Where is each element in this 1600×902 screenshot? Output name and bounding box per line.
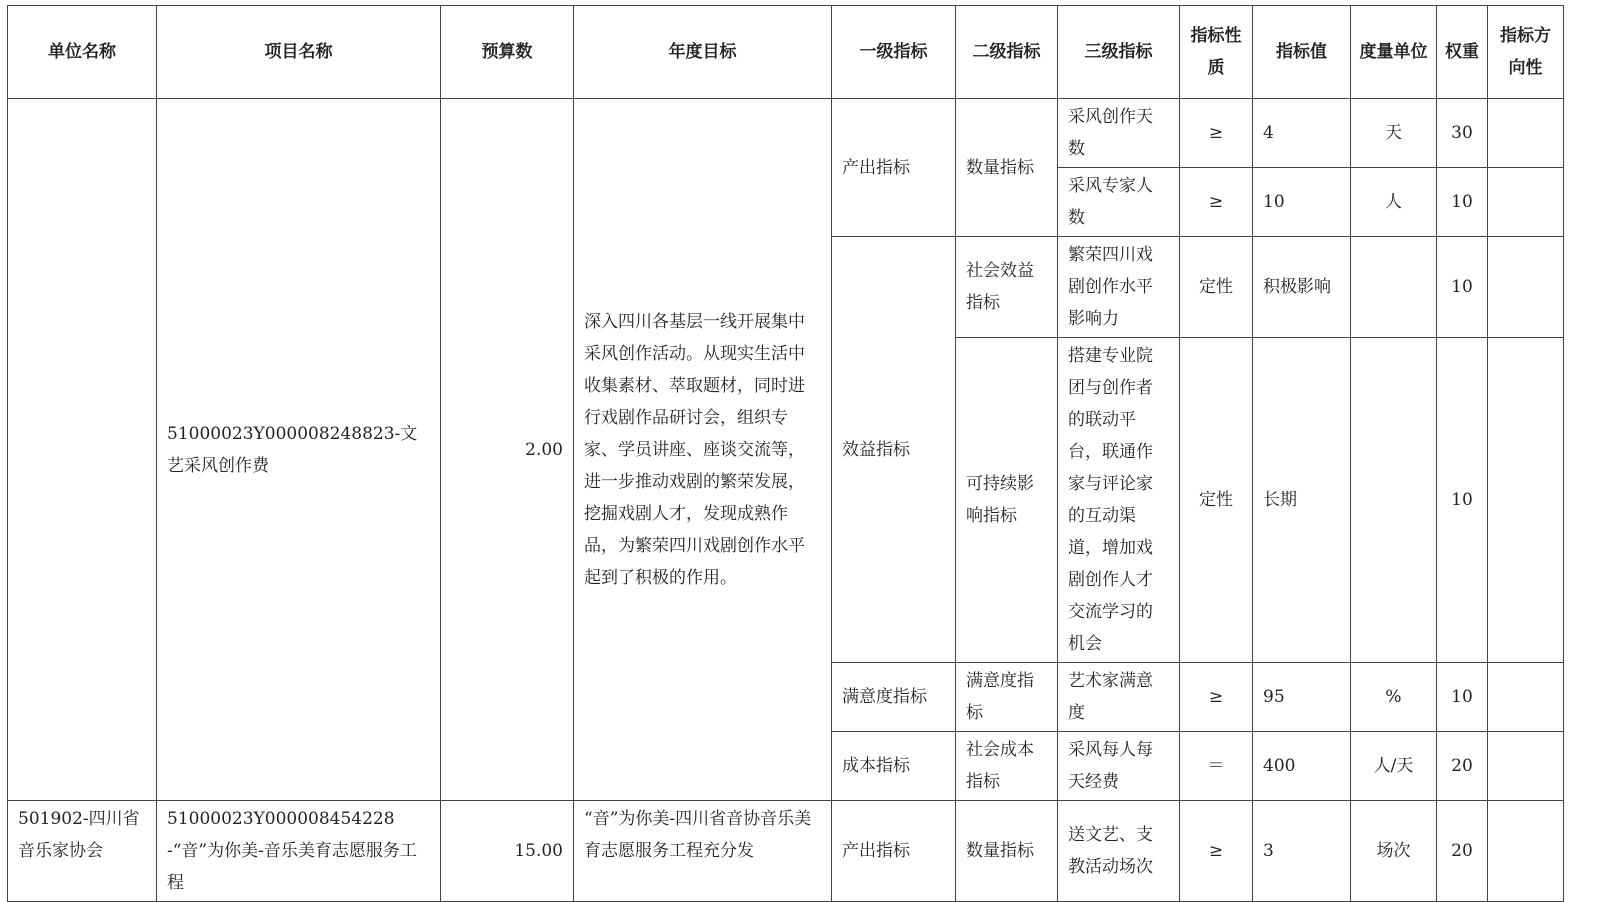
- table-row: [8, 801, 1564, 902]
- level1-cell: 成本指标: [832, 732, 956, 801]
- weight-cell: 30: [1437, 99, 1488, 168]
- value-cell: 4: [1253, 99, 1351, 168]
- weight-cell: 20: [1437, 801, 1488, 902]
- direction-cell: [1488, 237, 1564, 338]
- nature-cell: 定性: [1180, 338, 1253, 663]
- budget-cell: 2.00: [441, 99, 574, 801]
- header-indicator-value: 指标值: [1253, 6, 1351, 99]
- level1-cell: 产出指标: [832, 801, 956, 902]
- header-weight: 权重: [1437, 6, 1488, 99]
- direction-cell: [1488, 801, 1564, 902]
- header-budget: 预算数: [441, 6, 574, 99]
- level2-cell: 社会效益指标: [956, 237, 1058, 338]
- header-level1-indicator: 一级指标: [832, 6, 956, 99]
- measure-cell: 人: [1351, 168, 1437, 237]
- header-indicator-nature: 指标性质: [1180, 6, 1253, 99]
- nature-cell: ≥: [1180, 99, 1253, 168]
- table-row: [8, 99, 1564, 168]
- header-measure-unit: 度量单位: [1351, 6, 1437, 99]
- annual-goal-cell: “音”为你美-四川省音协音乐美育志愿服务工程充分发: [574, 801, 832, 902]
- level1-cell: 满意度指标: [832, 663, 956, 732]
- nature-cell: 定性: [1180, 237, 1253, 338]
- nature-cell: ≥: [1180, 168, 1253, 237]
- value-cell: 95: [1253, 663, 1351, 732]
- measure-cell: 人/天: [1351, 732, 1437, 801]
- header-project-name: 项目名称: [157, 6, 441, 99]
- level2-cell: 数量指标: [956, 801, 1058, 902]
- header-unit-name: 单位名称: [8, 6, 157, 99]
- level3-cell: 搭建专业院团与创作者的联动平台，联通作家与评论家的互动渠道，增加戏剧创作人才交流学习的机会: [1058, 338, 1180, 663]
- header-level2-indicator: 二级指标: [956, 6, 1058, 99]
- measure-cell: %: [1351, 663, 1437, 732]
- level3-cell: 采风每人每天经费: [1058, 732, 1180, 801]
- value-cell: 积极影响: [1253, 237, 1351, 338]
- project-name-cell: 51000023Y000008248823-文艺采风创作费: [157, 99, 441, 801]
- weight-cell: 10: [1437, 338, 1488, 663]
- weight-cell: 10: [1437, 237, 1488, 338]
- weight-cell: 10: [1437, 663, 1488, 732]
- measure-cell: [1351, 237, 1437, 338]
- header-level3-indicator: 三级指标: [1058, 6, 1180, 99]
- value-cell: 400: [1253, 732, 1351, 801]
- performance-table-container: [7, 5, 1564, 902]
- level2-cell: 数量指标: [956, 99, 1058, 237]
- project-name-cell: 51000023Y000008454228-“音”为你美-音乐美育志愿服务工程: [157, 801, 441, 902]
- unit-name-cell: [8, 99, 157, 801]
- direction-cell: [1488, 732, 1564, 801]
- header-direction: 指标方向性: [1488, 6, 1564, 99]
- level2-cell: 可持续影响指标: [956, 338, 1058, 663]
- value-cell: 10: [1253, 168, 1351, 237]
- level3-cell: 繁荣四川戏剧创作水平影响力: [1058, 237, 1180, 338]
- performance-goal-table: [7, 5, 1564, 902]
- weight-cell: 20: [1437, 732, 1488, 801]
- direction-cell: [1488, 338, 1564, 663]
- nature-cell: ≥: [1180, 663, 1253, 732]
- nature-cell: ＝: [1180, 732, 1253, 801]
- unit-name-cell: 501902-四川省音乐家协会: [8, 801, 157, 902]
- weight-cell: 10: [1437, 168, 1488, 237]
- budget-cell: 15.00: [441, 801, 574, 902]
- nature-cell: ≥: [1180, 801, 1253, 902]
- level1-cell: 产出指标: [832, 99, 956, 237]
- direction-cell: [1488, 99, 1564, 168]
- level2-cell: 社会成本指标: [956, 732, 1058, 801]
- measure-cell: 天: [1351, 99, 1437, 168]
- level2-cell: 满意度指标: [956, 663, 1058, 732]
- level1-cell: 效益指标: [832, 237, 956, 663]
- direction-cell: [1488, 663, 1564, 732]
- level3-cell: 艺术家满意度: [1058, 663, 1180, 732]
- header-row: [8, 6, 1564, 99]
- annual-goal-cell: 深入四川各基层一线开展集中采风创作活动。从现实生活中收集素材、萃取题材，同时进行戏剧作品研讨会，组织专家、学员讲座、座谈交流等，进一步推动戏剧的繁荣发展，挖掘戏剧人才，发现成熟作品，为繁荣四川戏剧创作水平起到了积极的作用。: [574, 99, 832, 801]
- direction-cell: [1488, 168, 1564, 237]
- measure-cell: 场次: [1351, 801, 1437, 902]
- header-annual-goal: 年度目标: [574, 6, 832, 99]
- level3-cell: 送文艺、支教活动场次: [1058, 801, 1180, 902]
- level3-cell: 采风创作天数: [1058, 99, 1180, 168]
- value-cell: 3: [1253, 801, 1351, 902]
- level3-cell: 采风专家人数: [1058, 168, 1180, 237]
- measure-cell: [1351, 338, 1437, 663]
- value-cell: 长期: [1253, 338, 1351, 663]
